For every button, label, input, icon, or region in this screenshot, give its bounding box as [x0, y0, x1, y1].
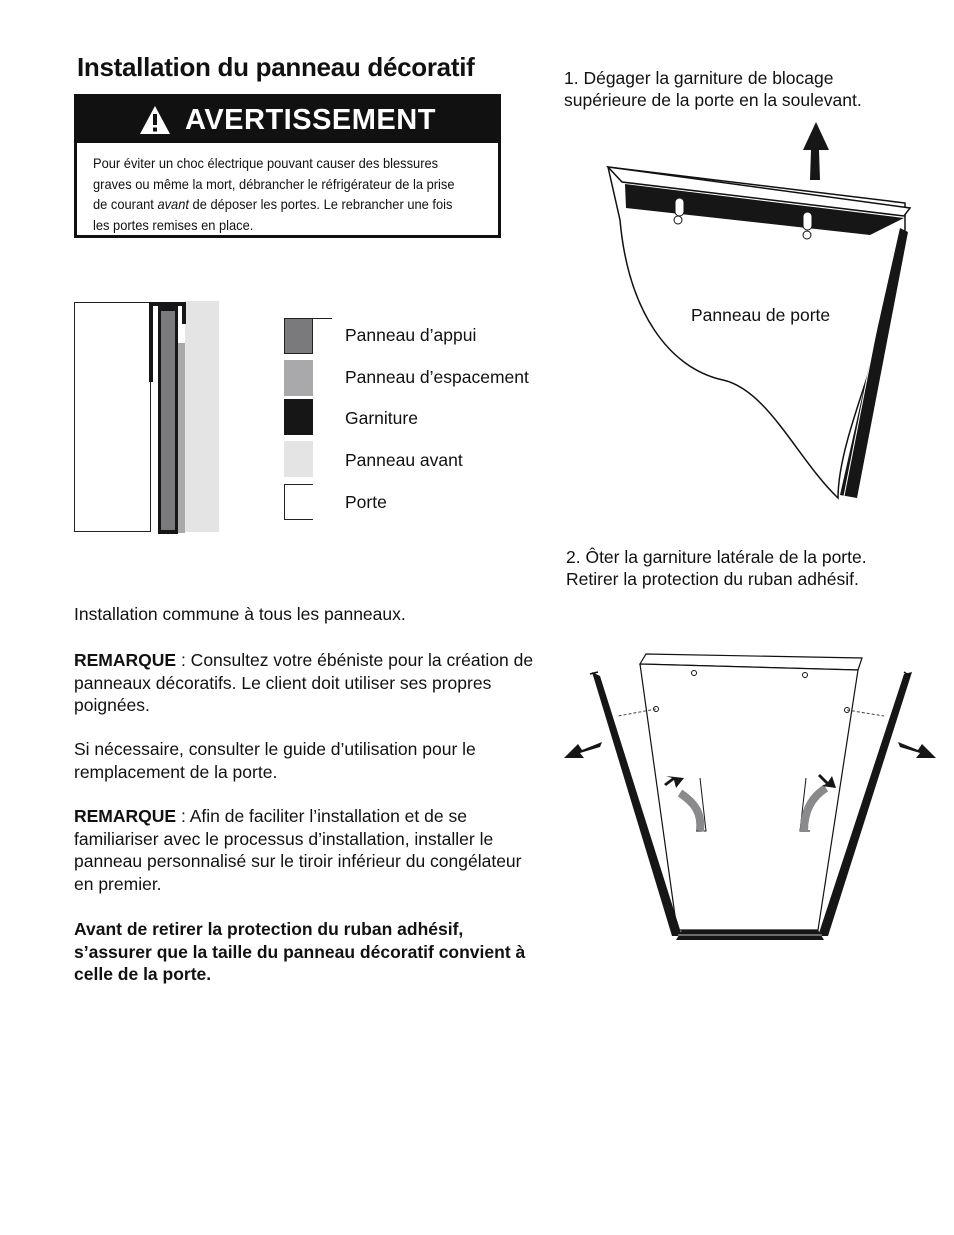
keyhole-slot	[675, 198, 684, 216]
step-1-line-2: supérieure de la porte en la soulevant.	[564, 90, 862, 110]
legend-swatch-backing-panel	[284, 318, 313, 354]
step-2-line-1: 2. Ôter la garniture latérale de la porte.	[566, 547, 867, 567]
legend-label-front-panel: Panneau avant	[345, 450, 463, 470]
warning-heading: AVERTISSEMENT	[185, 103, 436, 136]
intro-paragraph: Installation commune à tous les panneaux.	[74, 604, 406, 624]
door-panel	[640, 664, 858, 930]
step-2-line-2: Retirer la protection du ruban adhésif.	[566, 569, 859, 589]
backing-panel-section	[161, 311, 175, 530]
legend-swatch-spacer-panel	[284, 360, 313, 396]
warning-text-end: de déposer les portes. Le rebrancher une fois les portes remises en place.	[93, 196, 453, 233]
figure-1-label: Panneau de porte	[691, 305, 831, 325]
legend-label-door: Porte	[345, 492, 387, 512]
page-title: Installation du panneau décoratif	[77, 52, 475, 82]
figure-2-side-trim-removal	[560, 648, 940, 948]
left-trim-tip	[590, 672, 598, 674]
panel-cross-section-diagram	[70, 298, 225, 538]
note-text: : Consultez votre ébéniste pour la création de panneaux décoratifs. Le client doit utiliser ses propres poignées.	[74, 650, 534, 715]
legend-swatch-door	[284, 484, 313, 520]
warning-header	[77, 97, 498, 143]
guide-paragraph: Si nécessaire, consulter le guide d’utilisation pour le remplacement de la porte.	[74, 739, 476, 782]
pull-left-arrow-icon	[564, 742, 602, 758]
note-label: REMARQUE	[74, 806, 177, 826]
warning-text	[93, 153, 461, 235]
mounting-hole	[692, 671, 697, 676]
warning-text-start: Pour éviter un choc électrique pouvant causer des blessures graves ou même la mort, débrancher le réfrigérateur de la prise de courant	[93, 155, 455, 212]
legend-label-backing-panel: Panneau d’appui	[345, 325, 477, 345]
front-panel-section	[185, 301, 219, 532]
legend-swatch-trim	[284, 399, 313, 435]
step-1-line-1: 1. Dégager la garniture de blocage	[564, 68, 834, 88]
note-installation	[74, 805, 544, 895]
note-text: : Afin de faciliter l’installation et de se familiariser avec le processus d’installation, installer le panneau personnalisé sur le tiroir inférieur du congélateur en premier.	[74, 806, 522, 894]
alignment-line	[847, 710, 884, 716]
note-ebeniste	[74, 649, 544, 717]
mounting-screw	[674, 216, 682, 224]
warning-triangle-icon	[139, 105, 171, 135]
lift-up-arrow-icon	[803, 122, 829, 180]
mounting-hole	[803, 673, 808, 678]
legend-label-trim: Garniture	[345, 408, 418, 428]
pull-right-arrow-icon	[898, 742, 936, 758]
keyhole-slot	[803, 212, 812, 230]
warning-text-emphasis: avant	[157, 196, 189, 212]
door-section	[75, 303, 151, 532]
note-label: REMARQUE	[74, 650, 177, 670]
adhesive-warning-paragraph: Avant de retirer la protection du ruban adhésif, s’assurer que la taille du panneau décoratif convient à celle de la porte.	[74, 919, 526, 984]
legend-label-spacer-panel: Panneau d’espacement	[345, 367, 529, 387]
legend-swatch-front-panel	[284, 441, 313, 477]
spacer-panel-section	[177, 343, 185, 533]
legend-swatch-tick	[312, 318, 332, 319]
mounting-screw	[803, 231, 811, 239]
warning-box	[74, 94, 501, 238]
